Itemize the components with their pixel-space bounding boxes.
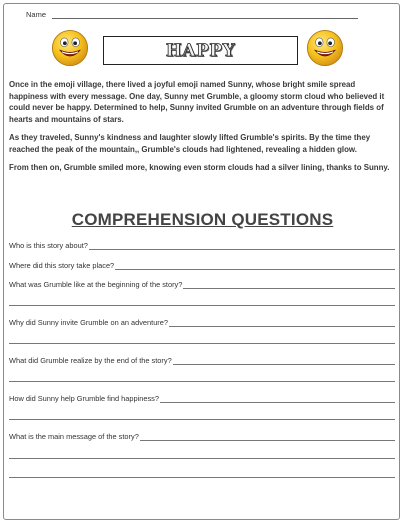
name-label: Name (26, 10, 47, 19)
question-row (9, 280, 395, 289)
answer-line[interactable] (9, 381, 395, 382)
name-row (26, 10, 358, 19)
question-text: Where did this story take place? (9, 261, 115, 270)
question-row (9, 432, 395, 441)
answer-line[interactable] (140, 433, 395, 441)
title-box (103, 36, 298, 65)
answer-line[interactable] (9, 458, 395, 459)
story-paragraph: Once in the emoji village, there lived a joyful emoji named Sunny, whose bright smile spread happiness with every message. One day, Sunny met Grumble, a gloomy storm cloud who believed it could never be happy. Determined to help, Sunny invited Grumble on an adventure through fields of hearts and mountains of stars. (9, 80, 385, 124)
answer-line[interactable] (160, 395, 395, 403)
answer-line[interactable] (9, 343, 395, 344)
story-text (9, 79, 393, 181)
question-text: How did Sunny help Grumble find happiness? (9, 394, 159, 403)
answer-line[interactable] (183, 281, 395, 289)
answer-line[interactable] (173, 357, 395, 365)
story-paragraph: As they traveled, Sunny's kindness and laughter slowly lifted Grumble's spirits. By the time they reached the peak of the mountain,, Grumble's clouds had lightened, revealing a hidden glow. (9, 133, 371, 154)
question-row (9, 261, 395, 270)
question-row (9, 356, 395, 365)
name-field[interactable] (52, 11, 358, 19)
question-text: Why did Sunny invite Grumble on an adventure? (9, 318, 168, 327)
page-title: HAPPY (165, 40, 236, 61)
answer-line[interactable] (9, 419, 395, 420)
answer-line[interactable] (89, 242, 395, 250)
question-row (9, 241, 395, 250)
story-paragraph: From then on, Grumble smiled more, knowing even storm clouds had a silver lining, thanks to Sunny. (9, 163, 390, 172)
smiley-emoji-icon (306, 29, 344, 67)
question-row (9, 318, 395, 327)
smiley-emoji-icon (51, 29, 89, 67)
comprehension-heading: COMPREHENSION QUESTIONS (71, 210, 334, 229)
answer-line[interactable] (115, 262, 395, 270)
answer-line[interactable] (169, 319, 395, 327)
question-row (9, 394, 395, 403)
question-text: What was Grumble like at the beginning of the story? (9, 280, 183, 289)
answer-line[interactable] (9, 305, 395, 306)
question-text: What is the main message of the story? (9, 432, 139, 441)
question-text: What did Grumble realize by the end of the story? (9, 356, 172, 365)
answer-line[interactable] (9, 477, 395, 478)
question-text: Who is this story about? (9, 241, 88, 250)
